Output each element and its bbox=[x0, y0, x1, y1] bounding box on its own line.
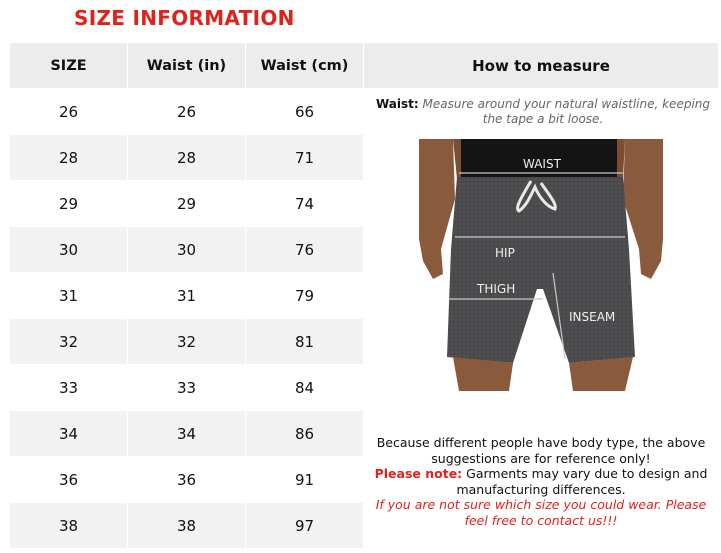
cell-size: 26 bbox=[10, 89, 128, 135]
header-waist-in: Waist (in) bbox=[128, 43, 246, 89]
thigh-diagram-label: THIGH bbox=[477, 282, 516, 296]
size-notes bbox=[364, 435, 718, 528]
cell-waist-cm: 71 bbox=[246, 135, 364, 181]
hip-diagram-label: HIP bbox=[495, 246, 515, 260]
cell-size: 31 bbox=[10, 273, 128, 319]
page-title: SIZE INFORMATION bbox=[74, 6, 295, 30]
cell-waist-in: 34 bbox=[128, 411, 246, 457]
cell-waist-in: 26 bbox=[128, 89, 246, 135]
cell-waist-cm: 74 bbox=[246, 181, 364, 227]
header-waist-cm: Waist (cm) bbox=[246, 43, 364, 89]
cell-waist-cm: 66 bbox=[246, 89, 364, 135]
cell-waist-in: 29 bbox=[128, 181, 246, 227]
cell-waist-in: 33 bbox=[128, 365, 246, 411]
header-how-to-measure: How to measure bbox=[364, 43, 719, 89]
cell-waist-cm: 81 bbox=[246, 319, 364, 365]
waist-diagram-label: WAIST bbox=[523, 157, 561, 171]
body-type-note: Because different people have body type, the above suggestions are for reference only! bbox=[376, 435, 706, 466]
cell-size: 36 bbox=[10, 457, 128, 503]
cell-size: 30 bbox=[10, 227, 128, 273]
cell-waist-cm: 97 bbox=[246, 503, 364, 549]
cell-size: 34 bbox=[10, 411, 128, 457]
cell-waist-in: 31 bbox=[128, 273, 246, 319]
cell-waist-in: 38 bbox=[128, 503, 246, 549]
how-to-measure-panel bbox=[364, 89, 719, 549]
shorts-measurement-diagram bbox=[419, 139, 663, 391]
cell-size: 33 bbox=[10, 365, 128, 411]
cell-size: 32 bbox=[10, 319, 128, 365]
cell-waist-cm: 86 bbox=[246, 411, 364, 457]
cell-waist-in: 28 bbox=[128, 135, 246, 181]
table-row bbox=[10, 89, 719, 135]
cell-size: 28 bbox=[10, 135, 128, 181]
waist-instruction bbox=[374, 97, 712, 127]
cell-waist-cm: 91 bbox=[246, 457, 364, 503]
cell-size: 29 bbox=[10, 181, 128, 227]
please-note-text: Garments may vary due to design and manufacturing differences. bbox=[456, 466, 708, 497]
contact-note: If you are not sure which size you could wear. Please feel free to contact us!!! bbox=[375, 497, 707, 528]
cell-waist-in: 32 bbox=[128, 319, 246, 365]
waist-description: Measure around your natural waistline, keeping the tape a bit loose. bbox=[422, 97, 710, 126]
please-note-label: Please note: bbox=[374, 466, 463, 481]
inseam-diagram-label: INSEAM bbox=[569, 310, 616, 324]
cell-waist-cm: 76 bbox=[246, 227, 364, 273]
cell-waist-cm: 84 bbox=[246, 365, 364, 411]
cell-waist-in: 36 bbox=[128, 457, 246, 503]
table-header-row bbox=[10, 43, 719, 89]
cell-waist-in: 30 bbox=[128, 227, 246, 273]
cell-size: 38 bbox=[10, 503, 128, 549]
cell-waist-cm: 79 bbox=[246, 273, 364, 319]
waist-label: Waist: bbox=[375, 97, 419, 111]
size-table bbox=[9, 42, 719, 549]
header-size: SIZE bbox=[10, 43, 128, 89]
